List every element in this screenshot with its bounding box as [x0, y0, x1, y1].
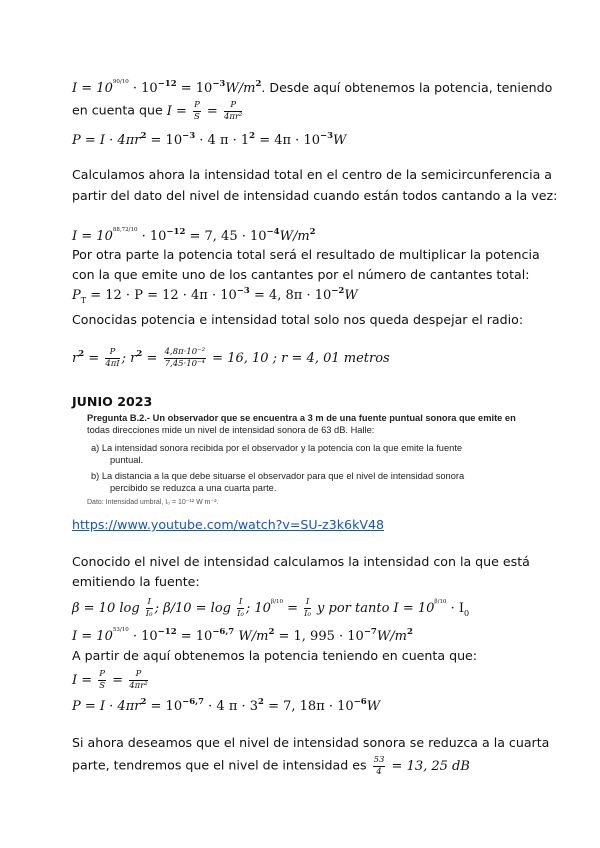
equation-power-2: $P = I \cdot 4\pi r^2 = 10^{-6,7} \cdot 4$ $\pi \cdot 3^2 = 7$, $18\pi \cdot 10^{-6}W$ — [72, 697, 381, 714]
equation-intensity-2: $I = 10^{53/10} \cdot 10^{-12} = 10^{-6,7}$ $W/m^2 = 1$, $995 \cdot 10^{-7}W/m^2$ — [72, 627, 413, 644]
paragraph-total-power-2: con la que emite uno de los cantantes por el número de cantantes total: — [72, 267, 530, 282]
paragraph-reduced-level-2: parte, tendremos que el nivel de intensidad es $\frac{53}{4}$ = 13, 25 dB — [72, 755, 470, 777]
paragraph-intensity-source-1: Conocido el nivel de intensidad calculamos la intensidad con la que está — [72, 554, 530, 569]
equation-power-1: $P = I \cdot 4\pi r^2 = 10^{-3} \cdot 4$ $\pi \cdot 1^2 = 4\pi \cdot 10^{-3}W$ — [72, 131, 347, 148]
problem-part-b-1: b) La distancia a la que debe situarse el observador para que el nivel de intensidad sonora — [91, 471, 465, 481]
equation-radius: $r^2$ = $\frac{P}{4\pi I}$ ; $r^2$ = $\frac{\text{4,8π·10⁻²}}{\text{7,45·10⁻⁴}}$ = 16, 10 ; r = 4, 01 metros — [72, 347, 390, 369]
paragraph-radius: Conocidas potencia e intensidad total solo nos queda despejar el radio: — [72, 312, 524, 327]
paragraph-total-power-1: Por otra parte la potencia total será el resultado de multiplicar la potencia — [72, 247, 540, 262]
paragraph-total-intensity-1: Calculamos ahora la intensidad total en el centro de la semicircunferencia a — [72, 167, 553, 182]
problem-line-1: Pregunta B.2.- Un observador que se encuentra a 3 m de una fuente puntual sonora que emite en — [87, 413, 516, 423]
problem-part-a-2: puntual. — [110, 455, 144, 465]
text-intensity-relation: en cuenta que I = $\frac{P}{S}$ = $\frac{P}{\text{4πr²}}$ — [72, 100, 243, 122]
problem-statement-image — [87, 413, 527, 505]
problem-line-2: todas direcciones mide un nivel de intensidad sonora de 63 dB. Halle: — [87, 425, 375, 435]
problem-data: Dato: Intensidad umbral, I₀ = 10⁻¹² W m⁻². — [87, 499, 219, 506]
problem-part-a-1: a) La intensidad sonora recibida por el observador y la potencia con la que emite la fuente — [91, 443, 463, 453]
section-title-junio-2023: JUNIO 2023 — [72, 394, 153, 409]
youtube-link[interactable]: https://www.youtube.com/watch?v=SU-z3k6kV48 — [72, 517, 385, 532]
equation-intensity-relation-2: I = $\frac{P}{S}$ = $\frac{P}{\text{4πr²}}$ — [72, 669, 148, 691]
paragraph-total-intensity-2: partir del dato del nivel de intensidad cuando están todos cantando a la vez: — [72, 188, 558, 203]
paragraph-intensity-source-2: emitiendo la fuente: — [72, 574, 200, 589]
paragraph-reduced-level-1: Si ahora deseamos que el nivel de intensidad sonora se reduzca a la cuarta — [72, 735, 550, 750]
equation-beta: β = 10 log $\frac{I}{\text{I₀}}$ ; β/10 = log $\frac{I}{\text{I₀}}$ ; $10^{\beta/10}$ = $\frac{I}{\text{I₀}}$ y por tanto $I = 10^{\beta/10} \cdot I_0$ — [72, 597, 470, 619]
equation-intensity-total: $I = 10^{88,72/10} \cdot 10^{-12} = 7$, $45 \cdot 10^{-4}W/m^2$ — [72, 227, 316, 244]
equation-total-power: $P_T = 12 \cdot P = 12 \cdot 4\pi \cdot 10^{-3} = 4$, $8\pi \cdot 10^{-2}W$ — [72, 286, 358, 305]
equation-intensity-1: $I = 10^{90/10} \cdot 10^{-12} = 10^{-3}W/m^2$. Desde aquí obtenemos la potencia, teniendo — [72, 79, 553, 96]
problem-part-b-2: percibido se reduzca a una cuarta parte. — [110, 483, 277, 493]
paragraph-power-2: A partir de aquí obtenemos la potencia teniendo en cuenta que: — [72, 648, 478, 663]
